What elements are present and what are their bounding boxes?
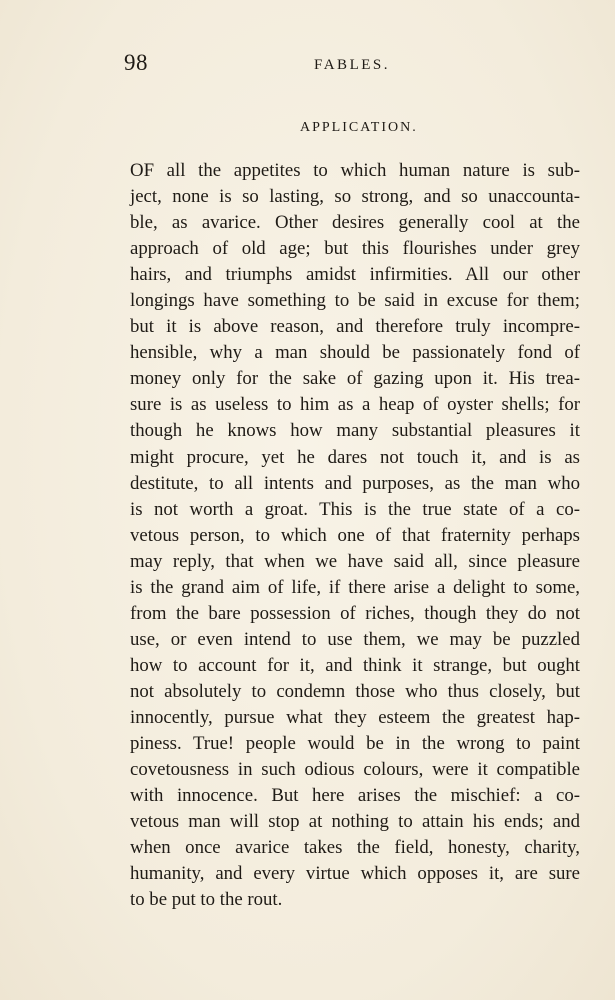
text-line: covetousness in such odious colours, were it compatible	[130, 759, 580, 781]
text-line: though he knows how many substantial pleasures it	[130, 420, 580, 442]
text-line: approach of old age; but this flourishes under grey	[130, 238, 580, 260]
text-line: not absolutely to condemn those who thus closely, but	[130, 680, 580, 702]
text-line: hairs, and triumphs amidst infirmities. All our other	[130, 264, 580, 286]
running-head: FABLES.	[314, 57, 390, 73]
text-line: use, or even intend to use them, we may be puzzled	[130, 628, 580, 650]
text-line: sure is as useless to him as a heap of oyster shells; for	[130, 394, 580, 416]
text-line: ble, as avarice. Other desires generally cool at the	[130, 212, 580, 234]
text-line: but it is above reason, and therefore truly incompre-	[130, 316, 580, 338]
body-text	[130, 158, 580, 913]
text-line: may reply, that when we have said all, since pleasure	[130, 550, 580, 572]
text-line: ject, none is so lasting, so strong, and so unaccounta-	[130, 186, 580, 208]
text-line: is the grand aim of life, if there arise a delight to some,	[130, 576, 580, 598]
text-line: is not worth a groat. This is the true state of a co-	[130, 498, 580, 520]
text-line: to be put to the rout.	[130, 889, 283, 911]
text-line: piness. True! people would be in the wrong to paint	[130, 733, 580, 755]
text-line: longings have something to be said in excuse for them;	[130, 290, 580, 312]
text-line: humanity, and every virtue which opposes it, are sure	[130, 863, 580, 885]
text-line: how to account for it, and think it strange, but ought	[130, 654, 580, 676]
text-line: money only for the sake of gazing upon it. His trea-	[130, 368, 580, 390]
text-line: with innocence. But here arises the mischief: a co-	[130, 785, 580, 807]
text-line: innocently, pursue what they esteem the greatest hap-	[130, 706, 580, 728]
text-line: might procure, yet he dares not touch it, and is as	[130, 446, 580, 468]
page-header	[124, 50, 504, 80]
text-line: destitute, to all intents and purposes, as the man who	[130, 472, 580, 494]
section-title: APPLICATION.	[300, 120, 418, 135]
text-line: from the bare possession of riches, though they do not	[130, 602, 580, 624]
text-line: OF all the appetites to which human nature is sub-	[130, 160, 580, 181]
page-number: 98	[124, 50, 148, 75]
text-line: vetous man will stop at nothing to attain his ends; and	[130, 811, 580, 833]
text-line: vetous person, to which one of that fraternity perhaps	[130, 524, 580, 546]
text-line: when once avarice takes the field, honesty, charity,	[130, 837, 580, 859]
text-line: hensible, why a man should be passionately fond of	[130, 342, 580, 364]
